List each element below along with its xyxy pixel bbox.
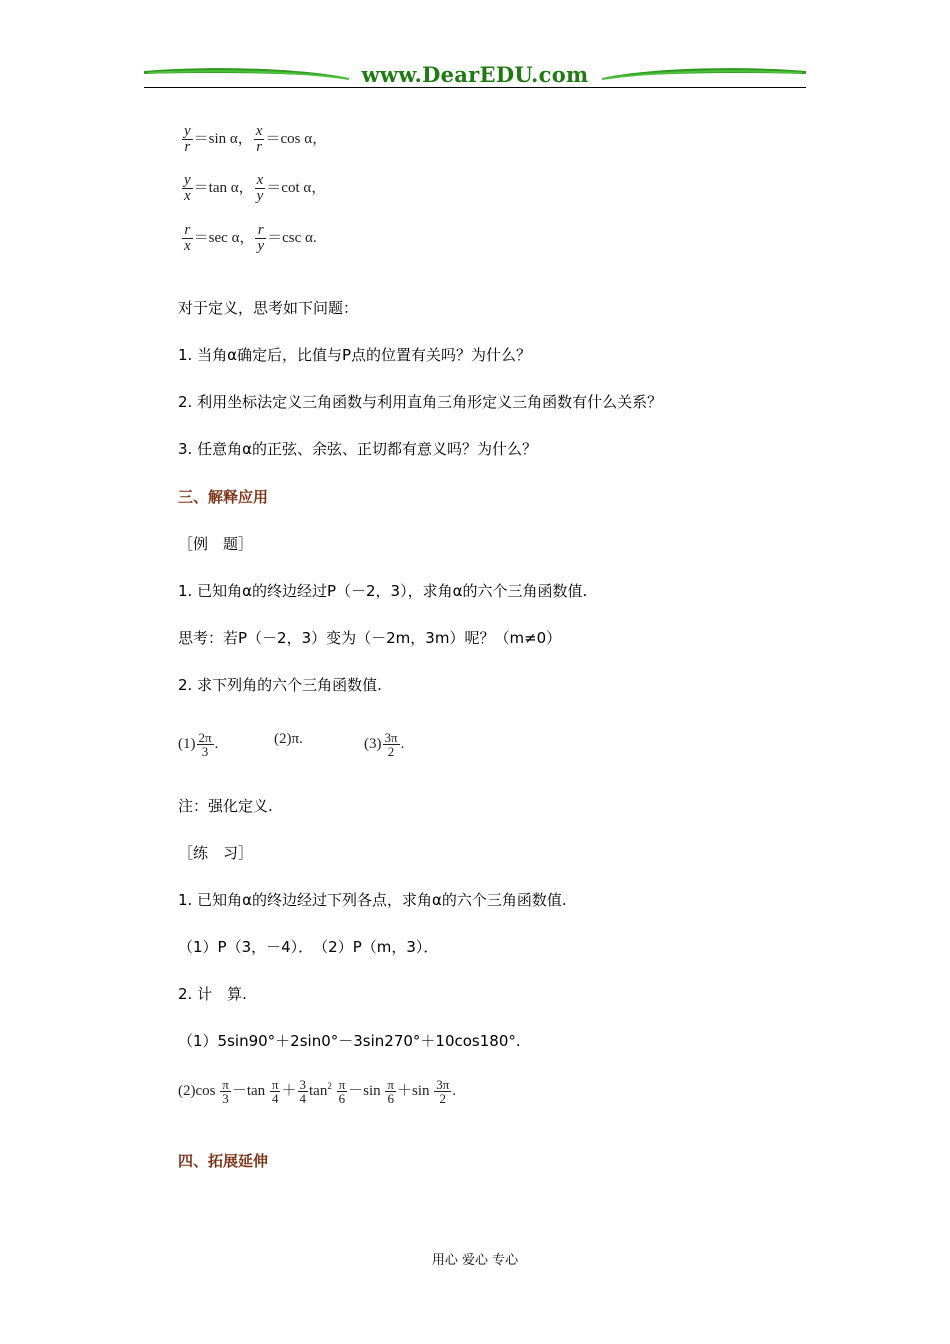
- fraction: [220, 1078, 231, 1105]
- fraction: [182, 173, 193, 204]
- numerator: y: [184, 123, 191, 139]
- numerator: r: [182, 223, 193, 239]
- denominator: 6: [387, 1091, 394, 1106]
- note: 注：强化定义.: [178, 797, 273, 815]
- fraction: [255, 173, 266, 204]
- numerator: x: [256, 172, 264, 188]
- denominator: 6: [338, 1091, 346, 1106]
- denominator: x: [184, 188, 191, 204]
- fraction: [182, 124, 193, 155]
- fraction: [298, 1078, 309, 1105]
- formula-text: ＋: [281, 1082, 297, 1099]
- denominator: 3: [201, 744, 209, 759]
- section-heading-4: 四、拓展延伸: [178, 1152, 269, 1170]
- numerator: π: [222, 1077, 229, 1092]
- example-1-think: 思考：若P（－2，3）变为（－2m，3m）呢？（m≠0）: [178, 629, 562, 647]
- practice-2: 2. 计 算.: [178, 985, 247, 1003]
- trig-def-row-1: [181, 124, 327, 155]
- fraction: [434, 1078, 451, 1105]
- fraction: [182, 223, 193, 254]
- formula-text: ＝csc α.: [267, 229, 317, 246]
- formula-text: ＝sin α，: [193, 130, 253, 147]
- formula-text: tan: [309, 1082, 328, 1099]
- page-footer: 用心 爱心 专心: [431, 1253, 519, 1268]
- punctuation: .: [214, 735, 219, 752]
- numerator: π: [387, 1077, 394, 1092]
- formula-text: －sin: [348, 1082, 381, 1099]
- denominator: 4: [299, 1091, 306, 1106]
- numerator: 3π: [436, 1077, 450, 1092]
- numerator: x: [255, 123, 263, 139]
- think-intro: 对于定义，思考如下问题：: [178, 299, 359, 317]
- denominator: 3: [222, 1091, 229, 1106]
- formula-text: ＝cot α，: [266, 179, 327, 196]
- denominator: r: [184, 139, 191, 155]
- formula-text: －tan: [231, 1082, 266, 1099]
- numerator: π: [271, 1077, 279, 1092]
- formula-text: ＋sin: [397, 1082, 430, 1099]
- angle-label: (3): [364, 735, 382, 752]
- trig-def-row-2: [181, 173, 326, 204]
- denominator: x: [184, 238, 191, 254]
- denominator: r: [256, 139, 263, 155]
- practice-1: 1. 已知角α的终边经过下列各点，求角α的六个三角函数值.: [178, 891, 567, 909]
- denominator: y: [256, 188, 264, 204]
- fraction: [255, 223, 266, 254]
- formula-text: ＝cos α，: [265, 130, 328, 147]
- question-2: 2. 利用坐标法定义三角函数与利用直角三角形定义三角函数有什么关系？: [178, 393, 663, 411]
- numerator: 2π: [198, 730, 212, 745]
- punctuation: .: [400, 735, 405, 752]
- example-2: 2. 求下列角的六个三角函数值.: [178, 676, 382, 694]
- denominator: 2: [387, 744, 395, 759]
- formula-text: .: [452, 1082, 457, 1099]
- practice-header: ［练 习］: [178, 844, 254, 862]
- denominator: y: [257, 238, 265, 254]
- formula-text: (2)cos: [178, 1082, 216, 1099]
- example-1: 1. 已知角α的终边经过P（－2，3），求角α的六个三角函数值.: [178, 582, 588, 600]
- angles-row: [178, 721, 438, 761]
- numerator: r: [255, 223, 266, 239]
- practice-2-part-2-formula: [178, 1078, 456, 1105]
- question-1: 1. 当角α确定后，比值与P点的位置有关吗？为什么？: [178, 346, 532, 364]
- fraction: [270, 1078, 281, 1105]
- header-rule: [144, 87, 806, 88]
- denominator: 2: [439, 1091, 447, 1106]
- numerator: 3: [299, 1077, 306, 1092]
- fraction: [385, 1078, 396, 1105]
- fraction: [197, 731, 214, 758]
- angle-label: (1): [178, 735, 196, 752]
- header-site-name: www.DearEDU.com: [361, 62, 589, 87]
- numerator: π: [338, 1077, 346, 1092]
- formula-text: ＝tan α，: [193, 179, 254, 196]
- angle-label: (2)π.: [274, 731, 303, 747]
- examples-header: ［例 题］: [178, 535, 254, 553]
- fraction: [383, 731, 400, 758]
- trig-def-row-3: [181, 223, 317, 254]
- fraction: [337, 1078, 348, 1105]
- numerator: y: [184, 172, 191, 188]
- fraction: [254, 124, 265, 155]
- denominator: 4: [271, 1091, 279, 1106]
- practice-1-parts: （1）P（3，－4）． （2）P（m，3）．: [178, 938, 439, 956]
- section-heading-3: 三、解释应用: [178, 488, 269, 506]
- practice-2-part-1: （1）5sin90°＋2sin0°－3sin270°＋10cos180°.: [178, 1032, 521, 1050]
- numerator: 3π: [384, 730, 398, 745]
- formula-text: ＝sec α，: [193, 229, 255, 246]
- superscript: 2: [327, 1080, 332, 1091]
- question-3: 3. 任意角α的正弦、余弦、正切都有意义吗？为什么？: [178, 440, 537, 458]
